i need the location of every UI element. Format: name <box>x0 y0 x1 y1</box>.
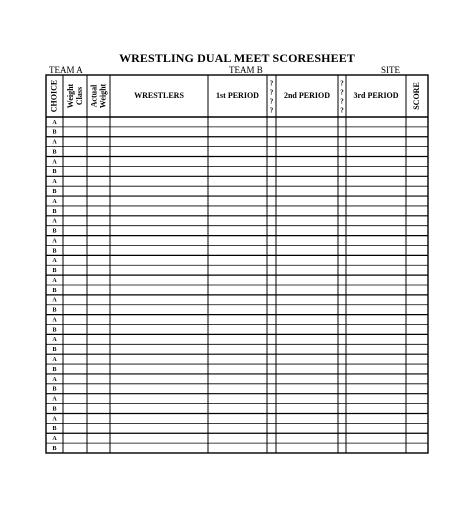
row-label-choice: B <box>52 307 57 314</box>
row-label-choice: A <box>52 179 57 186</box>
row-label-choice: A <box>52 337 57 344</box>
row-label-choice: A <box>52 218 57 225</box>
row-label-choice: B <box>52 287 57 294</box>
header-period-3: 3rd PERIOD <box>353 90 399 100</box>
site-label: SITE <box>381 65 400 75</box>
row-label-choice: A <box>52 238 57 245</box>
row-label-choice: B <box>52 129 57 136</box>
row-label-choice: A <box>52 119 57 126</box>
row-label-choice: A <box>52 297 57 304</box>
header-question-col-2: ? <box>340 97 344 106</box>
header-score: SCORE <box>411 82 421 110</box>
row-label-choice: A <box>52 139 57 146</box>
header-choice: CHOICE <box>49 79 59 113</box>
row-label-choice: B <box>52 445 57 452</box>
header-question-col-2: ? <box>340 88 344 97</box>
team-a-label: TEAM A <box>49 65 83 75</box>
row-label-choice: B <box>52 248 57 255</box>
row-label-choice: A <box>52 436 57 443</box>
header-question-col-2: ? <box>340 79 344 88</box>
row-label-choice: A <box>52 356 57 363</box>
grid-lines <box>46 75 428 453</box>
row-label-choice: A <box>52 159 57 166</box>
header-question-col-1: ? <box>269 88 274 97</box>
row-label-choice: B <box>52 268 57 275</box>
header-weight-class-line1: Weight <box>65 83 75 109</box>
row-label-choice: B <box>52 188 57 195</box>
row-label-choice: B <box>52 366 57 373</box>
header-actual-weight-line1: Actual <box>89 84 99 108</box>
row-label-choice: A <box>52 416 57 423</box>
header-wrestlers: WRESTLERS <box>134 90 184 100</box>
row-label-choice: A <box>52 277 57 284</box>
row-label-choice: B <box>52 169 57 176</box>
table-border <box>46 75 428 453</box>
row-label-choice: A <box>52 376 57 383</box>
row-label-choice: B <box>52 208 57 215</box>
row-label-choice: A <box>52 198 57 205</box>
header-question-col-2: ? <box>340 106 344 115</box>
row-label-choice: A <box>52 317 57 324</box>
row-label-choice: B <box>52 406 57 413</box>
header-question-col-1: ? <box>269 79 274 88</box>
row-label-choice: A <box>52 258 57 265</box>
row-label-choice: B <box>52 327 57 334</box>
row-label-choice: B <box>52 149 57 156</box>
row-label-choice: B <box>52 426 57 433</box>
row-label-choice: A <box>52 396 57 403</box>
header-period-2: 2nd PERIOD <box>283 90 331 100</box>
row-label-choice: B <box>52 228 57 235</box>
team-b-label: TEAM B <box>229 65 263 75</box>
row-label-choice: B <box>52 347 57 354</box>
header-question-col-1: ? <box>269 97 274 106</box>
header-period-1: 1st PERIOD <box>216 90 259 100</box>
header-question-col-1: ? <box>269 106 274 115</box>
header-actual-weight-line2: Weight <box>98 83 108 109</box>
document-title: WRESTLING DUAL MEET SCORESHEET <box>119 51 355 65</box>
grid-text <box>49 80 421 452</box>
header-weight-class-line2: Class <box>74 86 84 106</box>
row-label-choice: B <box>52 386 57 393</box>
